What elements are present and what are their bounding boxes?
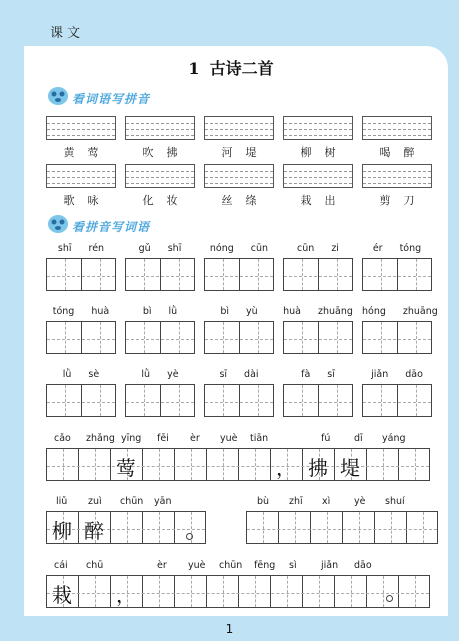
guide-line — [223, 322, 224, 353]
pinyin-answer-box[interactable] — [46, 116, 116, 140]
guide-line — [295, 512, 296, 543]
guide-line — [126, 402, 194, 403]
cell-divider — [206, 576, 207, 607]
guide-line — [363, 129, 431, 130]
cell-divider — [142, 512, 143, 543]
cell-divider — [366, 576, 367, 607]
cell-divider — [160, 259, 161, 290]
guide-line — [126, 183, 194, 184]
given-character: 柳 — [52, 519, 72, 543]
cell-divider — [81, 322, 82, 353]
guide-line — [63, 449, 64, 480]
cell-divider — [110, 512, 111, 543]
cell-divider — [238, 449, 239, 480]
pinyin-answer-box[interactable] — [362, 164, 432, 188]
guide-line — [65, 385, 66, 416]
pinyin-answer-box[interactable] — [204, 164, 274, 188]
guide-line — [144, 322, 145, 353]
sentence-writing-grid[interactable] — [46, 448, 430, 481]
guide-line — [47, 171, 115, 172]
guide-line — [258, 259, 259, 290]
guide-line — [179, 259, 180, 290]
pinyin-prompt: zhǎng — [86, 433, 115, 444]
pinyin-prompt: shī rén — [57, 243, 105, 254]
guide-line — [363, 339, 431, 340]
pinyin-prompt: yè — [354, 496, 366, 507]
cell-divider — [397, 322, 398, 353]
word-label: 丝绦 — [221, 194, 270, 207]
character-writing-grid[interactable] — [204, 258, 274, 291]
word-label: 栽出 — [300, 194, 349, 207]
cell-divider — [374, 512, 375, 543]
sentence-writing-grid[interactable] — [246, 511, 438, 544]
character-writing-grid[interactable] — [283, 384, 353, 417]
cell-divider — [81, 385, 82, 416]
pinyin-answer-box[interactable] — [125, 116, 195, 140]
guide-line — [287, 576, 288, 607]
pinyin-prompt: chūn — [120, 496, 144, 507]
guide-line — [100, 322, 101, 353]
guide-line — [126, 339, 194, 340]
character-writing-grid[interactable] — [204, 384, 274, 417]
pinyin-prompt: nóng cūn — [209, 243, 269, 254]
pinyin-prompt: yáng — [382, 433, 406, 444]
guide-line — [191, 576, 192, 607]
guide-line — [363, 402, 431, 403]
guide-line — [179, 385, 180, 416]
character-writing-grid[interactable] — [46, 258, 116, 291]
guide-line — [47, 123, 115, 124]
pinyin-answer-box[interactable] — [204, 116, 274, 140]
guide-line — [381, 385, 382, 416]
pinyin-prompt: cái — [54, 560, 68, 571]
word-label: 喝醉 — [379, 146, 428, 159]
guide-line — [284, 339, 352, 340]
guide-line — [205, 402, 273, 403]
word-label: 吹拂 — [142, 146, 191, 159]
guide-line — [302, 259, 303, 290]
cell-divider — [398, 576, 399, 607]
pinyin-prompt: yān — [154, 496, 172, 507]
guide-line — [284, 177, 352, 178]
pinyin-prompt: yuè — [188, 560, 206, 571]
guide-line — [247, 529, 437, 530]
pinyin-prompt: èr — [190, 433, 200, 444]
character-writing-grid[interactable] — [46, 384, 116, 417]
guide-line — [159, 449, 160, 480]
pinyin-prompt: sì — [289, 560, 297, 571]
cell-divider — [318, 385, 319, 416]
cell-divider — [239, 385, 240, 416]
pinyin-prompt: bì lǜ — [142, 306, 178, 317]
guide-line — [363, 177, 431, 178]
guide-line — [363, 171, 431, 172]
cell-divider — [142, 449, 143, 480]
pinyin-prompt: zhī — [289, 496, 303, 507]
given-character: 栽 — [52, 583, 72, 607]
guide-line — [126, 123, 194, 124]
cell-divider — [270, 576, 271, 607]
cell-divider — [397, 259, 398, 290]
pinyin-prompt: cǎo — [54, 433, 71, 444]
page-number: 1 — [225, 622, 234, 636]
cell-divider — [160, 385, 161, 416]
given-character: ， — [116, 583, 136, 607]
guide-line — [363, 276, 431, 277]
panda-icon — [46, 212, 70, 234]
pinyin-prompt: ér tóng — [372, 243, 422, 254]
pinyin-prompt: jiǎn — [321, 560, 339, 571]
guide-line — [223, 385, 224, 416]
pinyin-prompt: èr — [157, 560, 167, 571]
guide-line — [337, 322, 338, 353]
guide-line — [65, 322, 66, 353]
pinyin-prompt: yīng — [121, 433, 142, 444]
guide-line — [100, 385, 101, 416]
guide-line — [319, 576, 320, 607]
pinyin-answer-box[interactable] — [46, 164, 116, 188]
given-character: 堤 — [340, 456, 360, 480]
cell-divider — [174, 576, 175, 607]
cell-divider — [406, 512, 407, 543]
guide-line — [126, 129, 194, 130]
cell-divider — [342, 512, 343, 543]
given-character: 莺 — [116, 456, 136, 480]
cell-divider — [318, 322, 319, 353]
guide-line — [284, 123, 352, 124]
period-mark — [186, 533, 193, 540]
guide-line — [284, 276, 352, 277]
guide-line — [263, 512, 264, 543]
cell-divider — [318, 259, 319, 290]
cell-divider — [239, 322, 240, 353]
lesson-title — [24, 56, 448, 79]
guide-line — [284, 135, 352, 136]
guide-line — [255, 449, 256, 480]
period-mark — [386, 595, 393, 602]
guide-line — [127, 512, 128, 543]
pinyin-prompt: yuè — [220, 433, 238, 444]
guide-line — [284, 129, 352, 130]
lesson-title-text: 古诗二首 — [209, 59, 274, 78]
guide-line — [363, 183, 431, 184]
guide-line — [47, 276, 115, 277]
pinyin-prompt: jiǎn dāo — [371, 369, 423, 380]
guide-line — [126, 171, 194, 172]
guide-line — [416, 322, 417, 353]
pinyin-prompt: gǔ shī — [138, 243, 182, 254]
guide-line — [302, 322, 303, 353]
guide-line — [205, 135, 273, 136]
guide-line — [47, 466, 429, 467]
cell-divider — [206, 449, 207, 480]
character-writing-grid[interactable] — [46, 321, 116, 354]
pinyin-answer-box[interactable] — [283, 164, 353, 188]
guide-line — [284, 183, 352, 184]
pinyin-prompt: hóng zhuāng — [362, 306, 438, 317]
guide-line — [205, 276, 273, 277]
guide-line — [337, 385, 338, 416]
guide-line — [416, 385, 417, 416]
cell-divider — [174, 449, 175, 480]
character-writing-grid[interactable] — [283, 258, 353, 291]
guide-line — [159, 512, 160, 543]
guide-line — [47, 183, 115, 184]
guide-line — [95, 576, 96, 607]
guide-line — [223, 449, 224, 480]
pinyin-prompt: bì yù — [220, 306, 258, 317]
cell-divider — [78, 576, 79, 607]
guide-line — [258, 385, 259, 416]
guide-line — [223, 259, 224, 290]
section-title-write-words: 看拼音写词语 — [72, 220, 151, 234]
guide-line — [416, 259, 417, 290]
guide-line — [415, 576, 416, 607]
pinyin-answer-box[interactable] — [362, 116, 432, 140]
pinyin-prompt: lǜ yè — [141, 369, 179, 380]
category-label: 课文 — [50, 26, 85, 41]
guide-line — [381, 322, 382, 353]
guide-line — [205, 177, 273, 178]
word-label: 黄莺 — [63, 146, 112, 159]
cell-divider — [302, 576, 303, 607]
pinyin-prompt: liǔ — [56, 496, 68, 507]
guide-line — [95, 449, 96, 480]
worksheet-page — [24, 46, 448, 616]
guide-line — [205, 183, 273, 184]
guide-line — [415, 449, 416, 480]
guide-line — [223, 576, 224, 607]
pinyin-prompt: lǜ sè — [62, 369, 100, 380]
character-writing-grid[interactable] — [125, 384, 195, 417]
pinyin-prompt: fú — [321, 433, 331, 444]
guide-line — [126, 135, 194, 136]
given-character: 醉 — [84, 519, 104, 543]
panda-icon — [46, 84, 70, 106]
character-writing-grid[interactable] — [362, 321, 432, 354]
guide-line — [255, 576, 256, 607]
guide-line — [144, 259, 145, 290]
guide-line — [47, 593, 429, 594]
cell-divider — [239, 259, 240, 290]
pinyin-prompt: bù — [257, 496, 270, 507]
given-character: ， — [276, 456, 296, 480]
pinyin-answer-box[interactable] — [125, 164, 195, 188]
pinyin-answer-box[interactable] — [283, 116, 353, 140]
guide-line — [100, 259, 101, 290]
character-writing-grid[interactable] — [283, 321, 353, 354]
pinyin-prompt: cūn zi — [297, 243, 339, 254]
guide-line — [302, 385, 303, 416]
character-writing-grid[interactable] — [204, 321, 274, 354]
character-writing-grid[interactable] — [125, 258, 195, 291]
cell-divider — [238, 576, 239, 607]
guide-line — [126, 177, 194, 178]
guide-line — [205, 171, 273, 172]
guide-line — [363, 123, 431, 124]
guide-line — [383, 576, 384, 607]
guide-line — [47, 339, 115, 340]
guide-line — [284, 402, 352, 403]
sentence-writing-grid[interactable] — [46, 575, 430, 608]
section-title-write-pinyin: 看词语写拼音 — [72, 92, 151, 106]
guide-line — [144, 385, 145, 416]
guide-line — [359, 512, 360, 543]
guide-line — [383, 449, 384, 480]
given-character: 拂 — [308, 456, 328, 480]
word-label: 剪刀 — [379, 194, 428, 207]
guide-line — [47, 402, 115, 403]
pinyin-prompt: chū — [86, 560, 104, 571]
cell-divider — [174, 512, 175, 543]
cell-divider — [398, 449, 399, 480]
cell-divider — [78, 449, 79, 480]
word-label: 歌咏 — [63, 194, 112, 207]
guide-line — [159, 576, 160, 607]
character-writing-grid[interactable] — [125, 321, 195, 354]
guide-line — [47, 177, 115, 178]
pinyin-prompt: tóng huà — [52, 306, 110, 317]
pinyin-prompt: fēng — [254, 560, 276, 571]
character-writing-grid[interactable] — [362, 258, 432, 291]
cell-divider — [397, 385, 398, 416]
guide-line — [47, 129, 115, 130]
guide-line — [47, 135, 115, 136]
lesson-number: 1 — [188, 59, 200, 78]
guide-line — [205, 123, 273, 124]
word-label: 河堤 — [221, 146, 270, 159]
guide-line — [191, 449, 192, 480]
word-label: 化妆 — [142, 194, 191, 207]
cell-divider — [142, 576, 143, 607]
pinyin-prompt: dāo — [354, 560, 372, 571]
pinyin-prompt: zuì — [88, 496, 102, 507]
cell-divider — [81, 259, 82, 290]
guide-line — [327, 512, 328, 543]
cell-divider — [366, 449, 367, 480]
pinyin-prompt: sī dài — [219, 369, 259, 380]
pinyin-prompt: huà zhuāng — [283, 306, 353, 317]
guide-line — [258, 322, 259, 353]
guide-line — [337, 259, 338, 290]
pinyin-prompt: tiān — [250, 433, 269, 444]
guide-line — [65, 259, 66, 290]
guide-line — [205, 129, 273, 130]
guide-line — [205, 339, 273, 340]
character-writing-grid[interactable] — [362, 384, 432, 417]
guide-line — [179, 322, 180, 353]
pinyin-prompt: dī — [354, 433, 363, 444]
pinyin-prompt: fà sī — [301, 369, 335, 380]
guide-line — [351, 576, 352, 607]
word-label: 柳树 — [300, 146, 349, 159]
guide-line — [126, 276, 194, 277]
guide-line — [284, 171, 352, 172]
pinyin-prompt: shuí — [385, 496, 405, 507]
pinyin-prompt: fēi — [157, 433, 169, 444]
guide-line — [381, 259, 382, 290]
cell-divider — [278, 512, 279, 543]
guide-line — [363, 135, 431, 136]
guide-line — [391, 512, 392, 543]
guide-line — [423, 512, 424, 543]
cell-divider — [334, 576, 335, 607]
pinyin-prompt: chūn — [219, 560, 243, 571]
cell-divider — [160, 322, 161, 353]
cell-divider — [310, 512, 311, 543]
pinyin-prompt: xì — [322, 496, 331, 507]
